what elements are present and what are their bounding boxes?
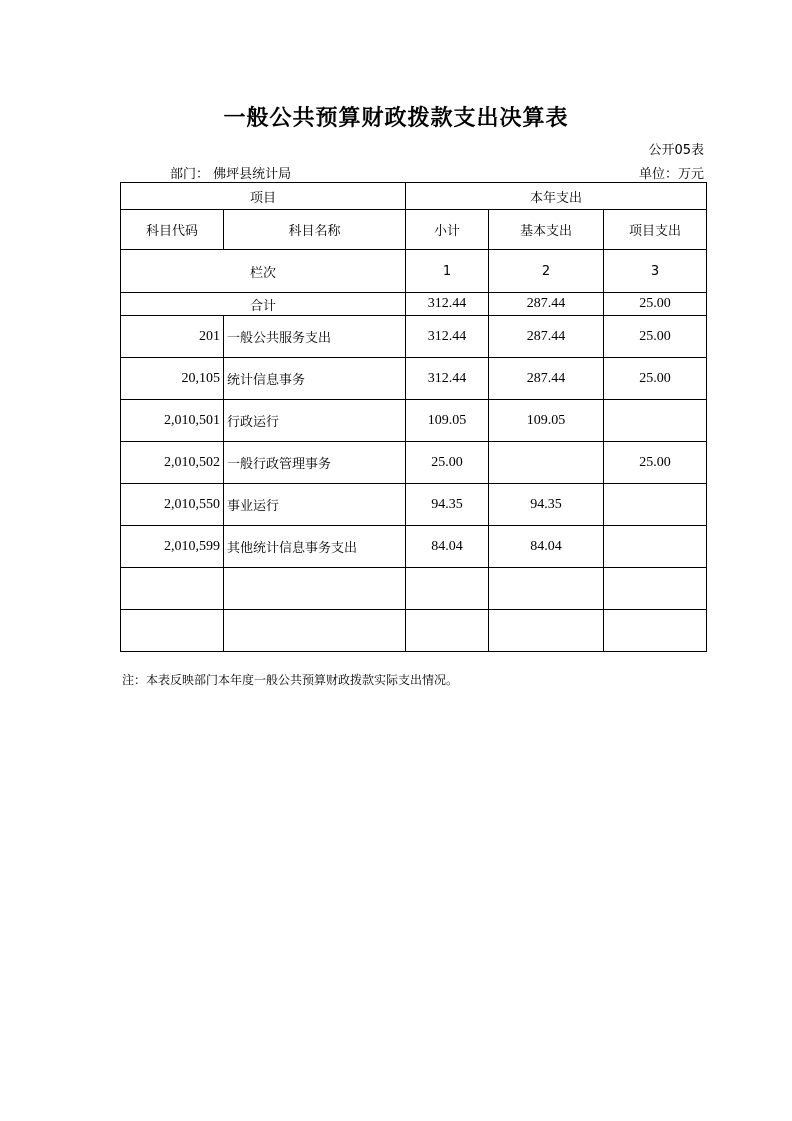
- row-project: [604, 400, 707, 442]
- row-subtotal: 312.44: [406, 316, 489, 358]
- row-code: [121, 610, 224, 652]
- row-basic: 94.35: [489, 484, 604, 526]
- row-subtotal: [406, 568, 489, 610]
- total-label: 合计: [121, 293, 406, 316]
- table-row: [121, 568, 707, 610]
- row-subtotal: 84.04: [406, 526, 489, 568]
- row-name: 一般行政管理事务: [224, 442, 406, 484]
- row-subtotal: 109.05: [406, 400, 489, 442]
- total-row: [121, 293, 707, 316]
- unit-label: 单位：万元: [638, 167, 704, 182]
- table-row: [121, 610, 707, 652]
- row-subtotal: 94.35: [406, 484, 489, 526]
- row-code: 20,105: [121, 358, 224, 400]
- form-code: 公开05表: [648, 143, 704, 158]
- row-basic: 109.05: [489, 400, 604, 442]
- row-basic: [489, 568, 604, 610]
- row-basic: 287.44: [489, 316, 604, 358]
- expenditure-table: [120, 182, 707, 652]
- row-project: [604, 526, 707, 568]
- row-basic: [489, 610, 604, 652]
- table-row: [121, 316, 707, 358]
- col-project-header: 项目支出: [604, 210, 707, 250]
- row-code: 2,010,502: [121, 442, 224, 484]
- row-basic: 287.44: [489, 358, 604, 400]
- row-name: 行政运行: [224, 400, 406, 442]
- row-code: 2,010,550: [121, 484, 224, 526]
- table-row: [121, 484, 707, 526]
- row-basic: 84.04: [489, 526, 604, 568]
- row-subtotal: 312.44: [406, 358, 489, 400]
- row-code: 2,010,599: [121, 526, 224, 568]
- row-name: 统计信息事务: [224, 358, 406, 400]
- row-project: 25.00: [604, 358, 707, 400]
- row-name: [224, 610, 406, 652]
- header-expense: 本年支出: [406, 183, 707, 210]
- total-basic: 287.44: [489, 293, 604, 316]
- row-code: [121, 568, 224, 610]
- table-row: [121, 358, 707, 400]
- row-subtotal: 25.00: [406, 442, 489, 484]
- table-row: [121, 526, 707, 568]
- row-name: [224, 568, 406, 610]
- row-index-label: 栏次: [121, 250, 406, 293]
- row-index-1: 1: [406, 250, 489, 293]
- col-subtotal-header: 小计: [406, 210, 489, 250]
- row-project: 25.00: [604, 316, 707, 358]
- footnote: 注：本表反映部门本年度一般公共预算财政拨款实际支出情况。: [122, 673, 459, 687]
- row-code: 2,010,501: [121, 400, 224, 442]
- row-project: [604, 568, 707, 610]
- header-row-2: [121, 210, 707, 250]
- row-subtotal: [406, 610, 489, 652]
- row-project: [604, 484, 707, 526]
- col-basic-header: 基本支出: [489, 210, 604, 250]
- meta-row: [120, 163, 706, 181]
- total-subtotal: 312.44: [406, 293, 489, 316]
- table-row: [121, 442, 707, 484]
- row-code: 201: [121, 316, 224, 358]
- row-name: 其他统计信息事务支出: [224, 526, 406, 568]
- row-name: 一般公共服务支出: [224, 316, 406, 358]
- row-index-3: 3: [604, 250, 707, 293]
- row-basic: [489, 442, 604, 484]
- row-index-2: 2: [489, 250, 604, 293]
- row-project: 25.00: [604, 442, 707, 484]
- row-name: 事业运行: [224, 484, 406, 526]
- row-project: [604, 610, 707, 652]
- header-item: 项目: [121, 183, 406, 210]
- column-index-row: [121, 250, 707, 293]
- table-row: [121, 400, 707, 442]
- col-code-header: 科目代码: [121, 210, 224, 250]
- header-row-1: [121, 183, 707, 210]
- col-name-header: 科目名称: [224, 210, 406, 250]
- page-title: 一般公共预算财政拨款支出决算表: [223, 106, 569, 131]
- total-project: 25.00: [604, 293, 707, 316]
- department-label: 部门： 佛坪县统计局: [170, 167, 292, 182]
